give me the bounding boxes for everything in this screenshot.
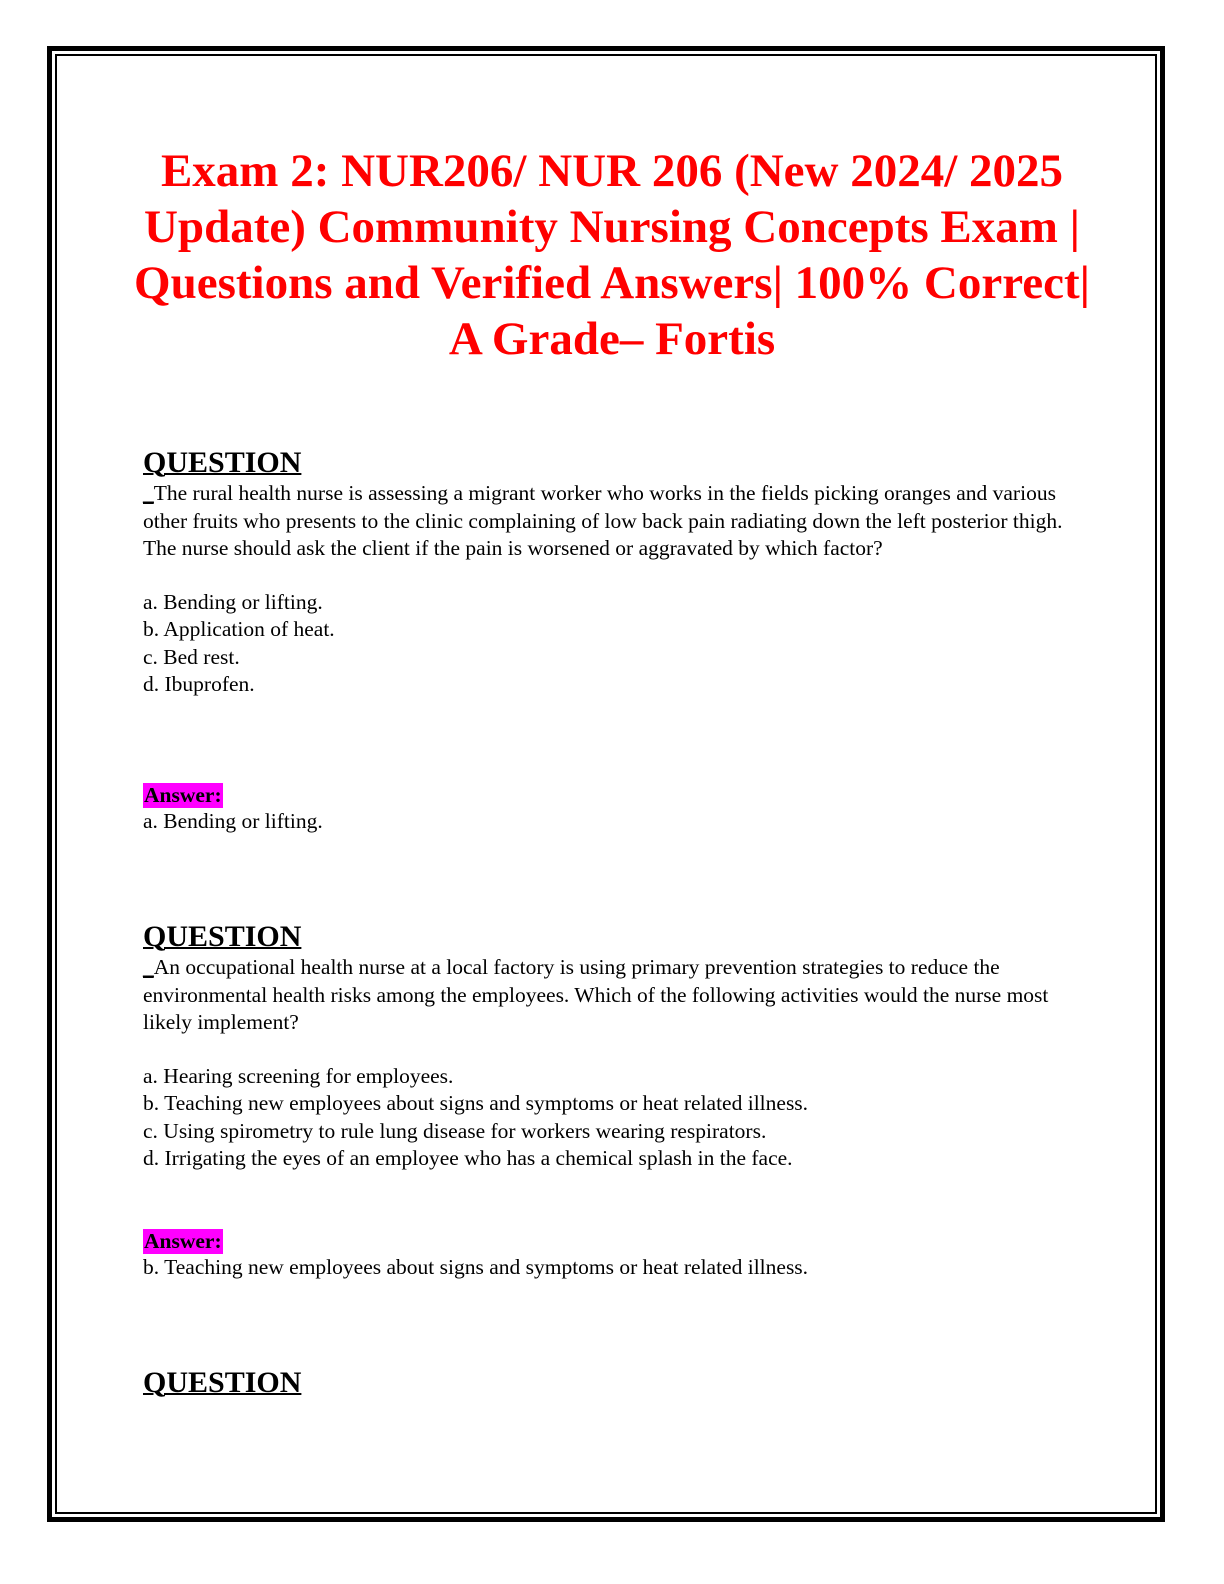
option-a: a. Hearing screening for employees. bbox=[143, 1063, 454, 1088]
answer-block-1 bbox=[143, 783, 1093, 836]
option-b: b. Application of heat. bbox=[143, 617, 335, 641]
question-block-1 bbox=[143, 446, 1093, 699]
option-b: b. Teaching new employees about signs and symptoms or heat related illness. bbox=[143, 1091, 809, 1115]
question-stem: An occupational health nurse at a local factory is using primary prevention strategies to reduce the environmental health risks among the employees. Which of the following activities would the nurse most likely implement? bbox=[143, 955, 1049, 1034]
question-text bbox=[143, 954, 1093, 1037]
question-block-3 bbox=[143, 1366, 1093, 1400]
document-title: Exam 2: NUR206/ NUR 206 (New 2024/ 2025 Update) Community Nursing Concepts Exam | Questions and Verified Answers| 100% Correct| A Grade– Fortis bbox=[134, 145, 1090, 365]
question-heading: QUESTION bbox=[143, 1366, 302, 1399]
answer-label: Answer: bbox=[144, 783, 222, 807]
option-d: d. Irrigating the eyes of an employee who has a chemical splash in the face. bbox=[143, 1146, 793, 1170]
question-heading: QUESTION bbox=[143, 920, 302, 953]
question-heading: QUESTION bbox=[143, 446, 302, 479]
answer-block-2 bbox=[143, 1229, 1093, 1282]
answer-label: Answer: bbox=[144, 1229, 222, 1253]
question-lead-mark: _ bbox=[143, 481, 154, 505]
option-list bbox=[143, 1063, 1093, 1173]
option-c: c. Using spirometry to rule lung disease for workers wearing respirators. bbox=[143, 1118, 767, 1143]
option-c: c. Bed rest. bbox=[143, 644, 240, 669]
answer-text: a. Bending or lifting. bbox=[143, 809, 323, 833]
question-text bbox=[143, 480, 1093, 563]
option-list bbox=[143, 589, 1093, 699]
option-a: a. Bending or lifting. bbox=[143, 589, 323, 614]
answer-text: b. Teaching new employees about signs and symptoms or heat related illness. bbox=[143, 1255, 809, 1279]
option-d: d. Ibuprofen. bbox=[143, 672, 255, 696]
question-block-2 bbox=[143, 920, 1093, 1173]
question-stem: The rural health nurse is assessing a migrant worker who works in the fields picking oranges and various other fruits who presents to the clinic complaining of low back pain radiating down the left posterior thigh. The nurse should ask the client if the pain is worsened or aggravated by which factor? bbox=[143, 481, 1063, 560]
question-lead-mark: _ bbox=[143, 955, 154, 979]
